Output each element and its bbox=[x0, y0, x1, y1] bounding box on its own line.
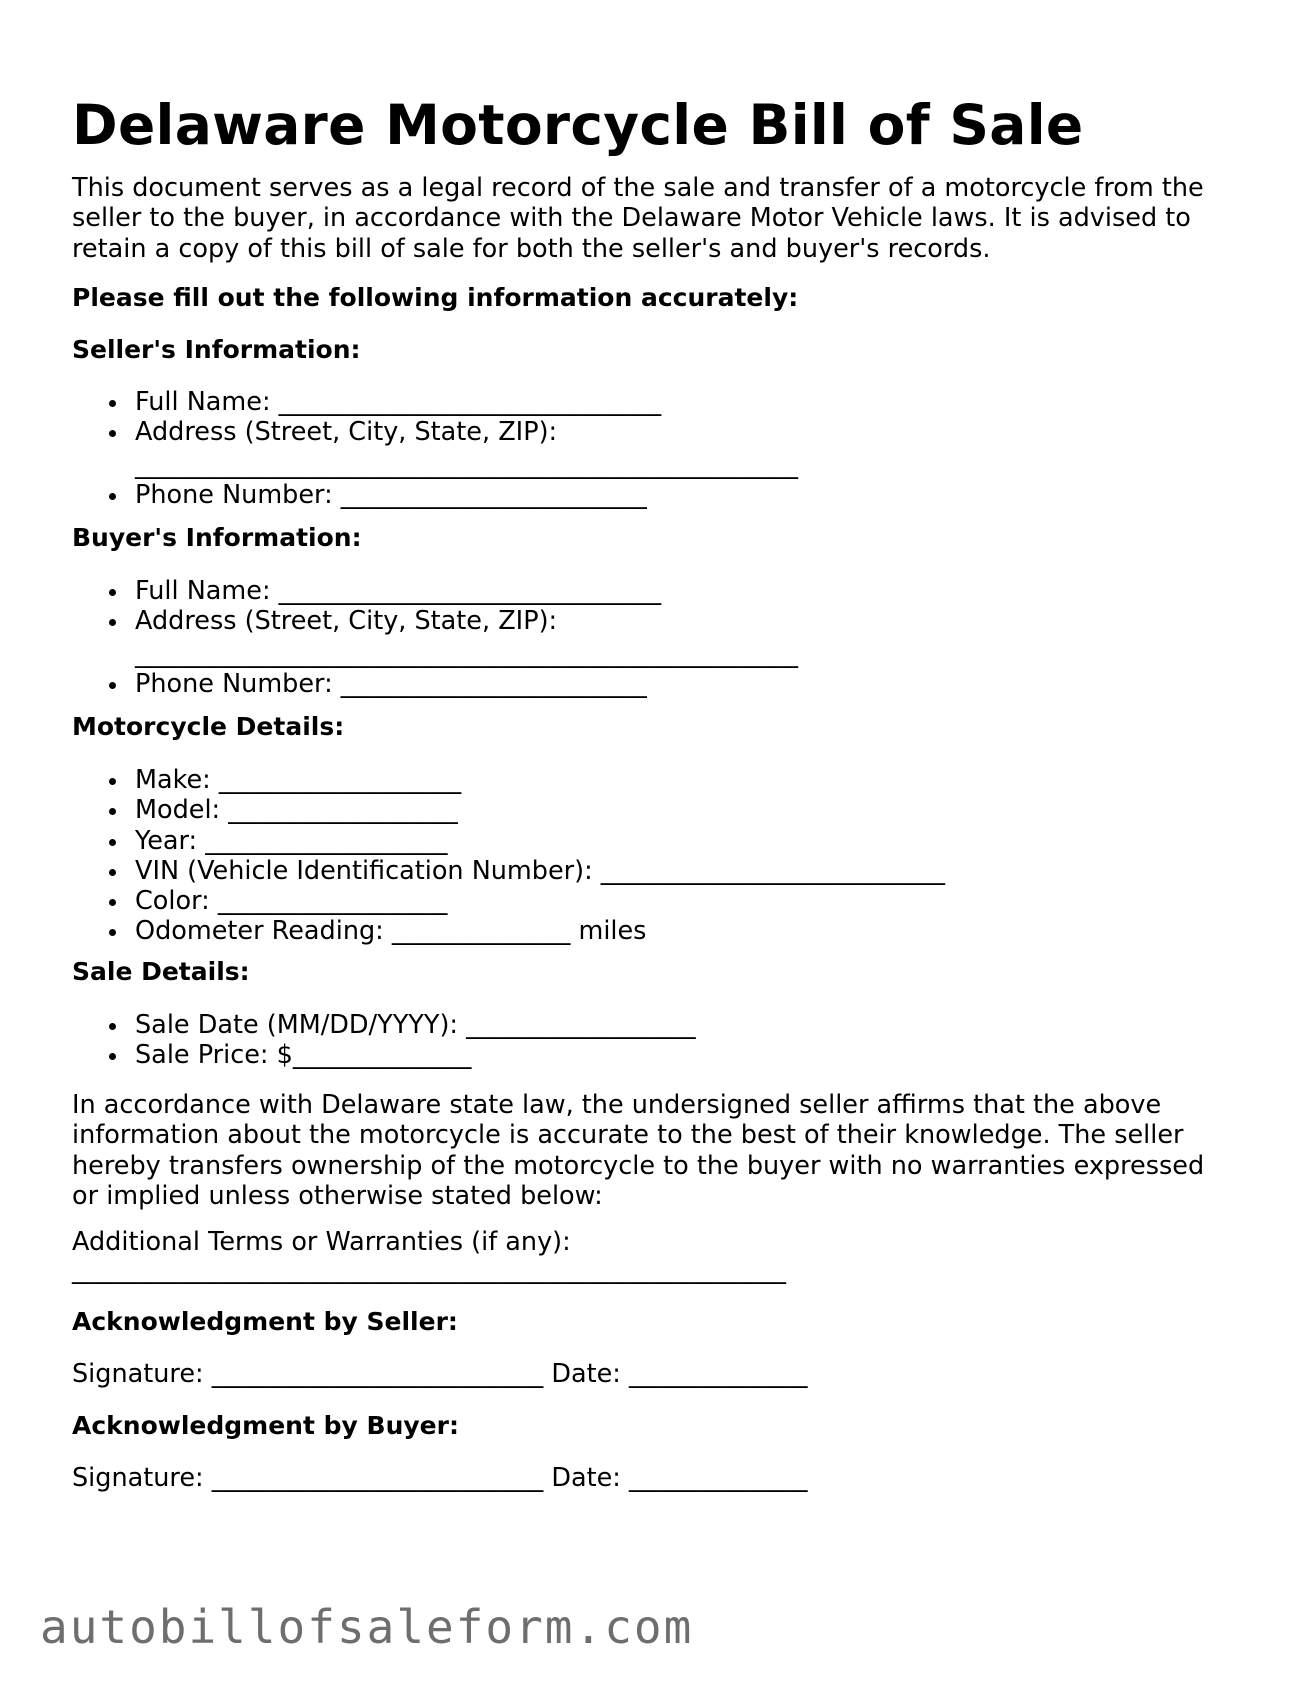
sale-price-field[interactable]: Sale Price: $______________ bbox=[72, 1040, 696, 1070]
make-field[interactable]: Make: ___________________ bbox=[72, 765, 945, 795]
seller-phone-field[interactable]: Phone Number: ________________________ bbox=[72, 480, 798, 510]
buyer-address-blank: ____________________________________________________ bbox=[135, 638, 798, 669]
buyer-signature-field[interactable]: Signature: __________________________ Date: ______________ bbox=[72, 1463, 808, 1493]
model-field[interactable]: Model: __________________ bbox=[72, 795, 945, 825]
instruction-heading: Please fill out the following information accurately: bbox=[72, 283, 799, 312]
additional-terms-label: Additional Terms or Warranties (if any): bbox=[72, 1227, 571, 1257]
ack-seller-heading: Acknowledgment by Seller: bbox=[72, 1307, 458, 1336]
buyer-address-line[interactable] bbox=[72, 637, 798, 669]
odometer-field[interactable]: Odometer Reading: ______________ miles bbox=[72, 916, 945, 946]
motorcycle-fields bbox=[72, 765, 945, 947]
seller-signature-field[interactable]: Signature: __________________________ Date: ______________ bbox=[72, 1359, 808, 1389]
buyer-heading: Buyer's Information: bbox=[72, 523, 362, 552]
color-field[interactable]: Color: __________________ bbox=[72, 886, 945, 916]
buyer-fields bbox=[72, 576, 798, 699]
motorcycle-heading: Motorcycle Details: bbox=[72, 712, 345, 741]
sale-heading: Sale Details: bbox=[72, 957, 250, 986]
additional-terms-field[interactable]: ________________________________________________________ bbox=[72, 1255, 786, 1285]
buyer-full-name-field[interactable]: Full Name: ______________________________ bbox=[72, 576, 798, 606]
buyer-phone-field[interactable]: Phone Number: ________________________ bbox=[72, 669, 798, 699]
page-title: Delaware Motorcycle Bill of Sale bbox=[72, 93, 1084, 157]
seller-address-field[interactable]: Address (Street, City, State, ZIP): bbox=[72, 417, 798, 447]
seller-full-name-field[interactable]: Full Name: ______________________________ bbox=[72, 387, 798, 417]
ack-buyer-heading: Acknowledgment by Buyer: bbox=[72, 1411, 459, 1440]
year-field[interactable]: Year: ___________________ bbox=[72, 826, 945, 856]
seller-heading: Seller's Information: bbox=[72, 335, 361, 364]
seller-fields bbox=[72, 387, 798, 510]
sale-date-field[interactable]: Sale Date (MM/DD/YYYY): __________________ bbox=[72, 1010, 696, 1040]
seller-address-blank: ____________________________________________________ bbox=[135, 449, 798, 480]
affirmation-paragraph: In accordance with Delaware state law, the undersigned seller affirms that the above information about the motorcycle is accurate to the best of their knowledge. The seller hereby transfers ownership of the motorcycle to the buyer with no warranties expressed or implied unless otherwise stated below: bbox=[72, 1090, 1205, 1212]
intro-paragraph: This document serves as a legal record of the sale and transfer of a motorcycle from the seller to the buyer, in accordance with the Delaware Motor Vehicle laws. It is advised to retain a copy of this bill of sale for both the seller's and buyer's records. bbox=[72, 173, 1204, 264]
sale-fields bbox=[72, 1010, 696, 1071]
buyer-address-field[interactable]: Address (Street, City, State, ZIP): bbox=[72, 606, 798, 636]
seller-address-line[interactable] bbox=[72, 448, 798, 480]
vin-field[interactable]: VIN (Vehicle Identification Number): ___________________________ bbox=[72, 856, 945, 886]
watermark-text: autobillofsaleform.com bbox=[40, 1600, 694, 1654]
